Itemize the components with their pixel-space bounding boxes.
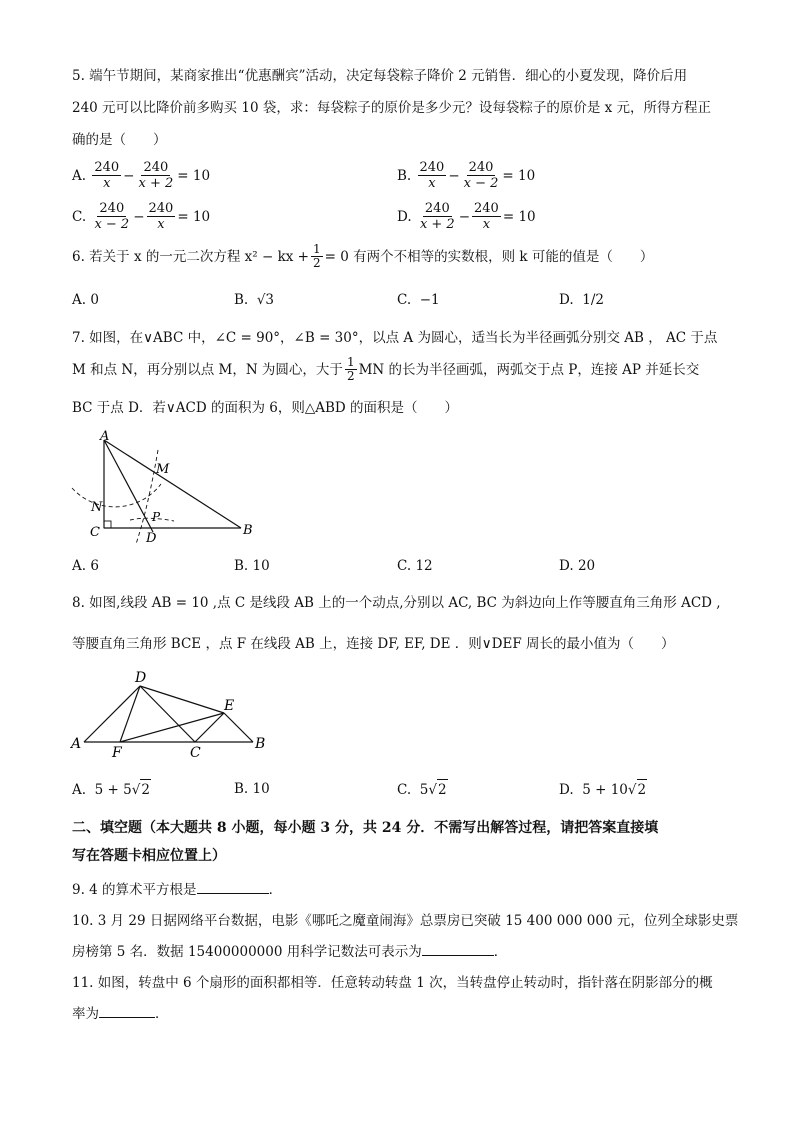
answer-blank[interactable] (197, 879, 269, 894)
right-hand-side: = 10 (177, 208, 211, 225)
q11-line-2 (72, 1003, 169, 1024)
q8-option-b[interactable] (234, 779, 270, 799)
q5-line-1: 5. 端午节期间，某商家推出“优惠酬宾”活动，决定每袋粽子降价 2 元销售．细心的小夏发现，降价后用 (72, 68, 688, 84)
option-label: D. (397, 208, 412, 225)
sqrt-symbol: √ (627, 781, 637, 798)
q7-line-3: BC 于点 D．若∨ACD 的面积为 6，则△ABD 的面积是（ ） (72, 400, 459, 416)
sqrt-symbol: √ (428, 781, 437, 798)
option-value: 20 (577, 558, 596, 574)
option-label: C. (397, 781, 412, 798)
q8-line-2: 等腰直角三角形 BCE ，点 F 在线段 AB 上，连接 DF, EF, DE ．则∨DEF 周长的最小值为（ ） (72, 636, 675, 652)
q7-option-c[interactable] (397, 556, 433, 576)
option-value: 5 + 10 (582, 781, 628, 798)
right-hand-side: = 10 (502, 167, 536, 184)
q8-option-d[interactable] (559, 779, 647, 800)
label-a: A (100, 429, 110, 444)
option-label: A. (72, 558, 87, 574)
numerator: 240 (99, 201, 125, 216)
numerator: 240 (143, 160, 169, 175)
section-2-heading-line-2: 写在答题卡相应位置上） (72, 848, 226, 864)
q5-option-b[interactable] (397, 160, 535, 191)
q6-stem-post: = 0 有两个不相等的实数根，则 k 可能的值是（ ） (324, 248, 654, 265)
radicand: 2 (637, 779, 648, 800)
answer-blank[interactable] (422, 941, 494, 956)
denominator: 2 (312, 256, 321, 270)
option-value: −1 (419, 292, 440, 308)
q11-text: 率为 (72, 1006, 99, 1022)
numerator: 240 (419, 160, 445, 175)
denominator: 2 (346, 369, 355, 383)
segment-ad (84, 686, 140, 742)
option-label: A. (72, 781, 87, 798)
denominator: x − 2 (94, 217, 130, 232)
fraction-1 (418, 201, 457, 232)
option-label: B. (234, 292, 249, 308)
fraction-2 (462, 160, 501, 191)
q7-option-d[interactable] (559, 556, 595, 576)
q11-end: ． (155, 1006, 169, 1022)
fraction-2 (136, 160, 175, 191)
option-label: D. (559, 292, 574, 308)
q7-line-2 (72, 356, 699, 383)
q7-option-b[interactable] (234, 556, 270, 576)
right-angle-mark (104, 521, 111, 528)
q10-line-2 (72, 941, 507, 962)
operator: − (133, 208, 145, 225)
label-d: D (146, 531, 157, 546)
q10-end: ． (493, 944, 508, 960)
option-value: 12 (415, 558, 433, 574)
option-label: C. (397, 292, 412, 308)
fraction-2 (472, 201, 501, 232)
q5-line-3: 确的是（ ） (72, 132, 167, 148)
q6-option-b[interactable] (234, 290, 274, 310)
right-hand-side: = 10 (177, 167, 211, 184)
option-label: A. (72, 167, 87, 184)
q5-line-2: 240 元可以比降价前多购买 10 袋，求：每袋粽子的原价是多少元？设每袋粽子的原价是 x 元，所得方程正 (72, 100, 712, 116)
q9-line (72, 879, 282, 900)
option-value: 5 + 5 (94, 781, 132, 798)
section-2-heading-line-1: 二、填空题（本大题共 8 小题，每小题 3 分，共 24 分．不需写出解答过程，请把答案直接填 (72, 820, 659, 836)
q9-end: ． (268, 882, 283, 898)
radicand: 2 (140, 779, 151, 800)
right-hand-side: = 10 (502, 208, 536, 225)
arc-from-m (136, 450, 158, 544)
option-label: B. (234, 558, 249, 574)
operator: − (448, 167, 460, 184)
numerator: 240 (468, 160, 494, 175)
numerator: 240 (148, 201, 174, 216)
option-label: D. (559, 558, 574, 574)
operator: − (458, 208, 471, 225)
q10-line-1: 10. 3 月 29 日据网络平台数据，电影《哪吒之魔童闹海》总票房已突破 15 400 000 000 元，位列全球影史票 (72, 913, 739, 929)
label-m: M (156, 462, 170, 477)
denominator: x (157, 217, 165, 232)
q6-option-a[interactable] (72, 290, 99, 310)
q7-option-a[interactable] (72, 556, 99, 576)
answer-blank[interactable] (99, 1003, 155, 1018)
fraction-2 (147, 201, 176, 232)
denominator: x (103, 176, 111, 191)
option-label: B. (234, 781, 249, 797)
option-label: B. (397, 167, 412, 184)
radicand: 2 (437, 779, 448, 800)
segment-eb (224, 713, 253, 742)
denominator: x (482, 217, 491, 232)
option-label: A. (72, 292, 87, 308)
option-label: C. (397, 558, 412, 574)
segment-df (120, 686, 140, 742)
q5-option-a[interactable] (72, 160, 210, 191)
numerator: 240 (474, 201, 499, 216)
operator: − (123, 167, 135, 184)
denominator: x − 2 (463, 176, 499, 191)
q7-line-1: 7. 如图，在∨ABC 中，∠C = 90°，∠B = 30°，以点 A 为圆心，适当长为半径画弧分别交 AB ， AC 于点 (72, 330, 718, 346)
label-a: A (71, 736, 82, 752)
q6-fraction (311, 243, 323, 270)
option-label: D. (559, 781, 574, 798)
option-label: C. (72, 208, 87, 225)
label-f: F (112, 745, 122, 761)
label-n: N (91, 500, 103, 515)
arc-from-a (72, 484, 161, 507)
q8-figure (68, 666, 273, 764)
label-d: D (135, 670, 147, 686)
q7-line-2-post: MN 的长为半径画弧，两弧交于点 P，连接 AP 并延长交 (358, 361, 700, 378)
label-e: E (224, 698, 235, 714)
q6-option-c[interactable] (397, 290, 440, 310)
numerator: 240 (424, 201, 450, 216)
q6-stem (72, 243, 653, 270)
option-value: 10 (252, 558, 270, 574)
segment-fe (120, 713, 224, 742)
q5-option-d[interactable] (397, 201, 536, 232)
option-value: 5 (419, 781, 429, 798)
q6-stem-pre: 6. 若关于 x 的一元二次方程 x² − kx + (72, 248, 309, 265)
option-value: 10 (252, 781, 270, 797)
label-b: B (243, 523, 253, 538)
q8-option-a[interactable] (72, 779, 151, 800)
sqrt-symbol: √ (131, 781, 141, 798)
option-value: 0 (90, 292, 99, 308)
numerator: 1 (346, 355, 355, 369)
q7-figure (66, 428, 266, 550)
q7-fraction (345, 356, 357, 383)
option-value: 6 (90, 558, 99, 574)
q11-line-1: 11. 如图，转盘中 6 个扇形的面积都相等．任意转动转盘 1 次，当转盘停止转动时，指针落在阴影部分的概 (72, 975, 713, 991)
denominator: x (428, 176, 436, 191)
segment-ab (104, 440, 241, 528)
fraction-1 (92, 160, 121, 191)
fraction-1 (418, 160, 447, 191)
denominator: x + 2 (138, 176, 174, 191)
option-value: 1/2 (582, 292, 604, 308)
q5-option-c[interactable] (72, 201, 210, 232)
q6-option-d[interactable] (559, 290, 604, 310)
label-p: P (152, 510, 161, 524)
fraction-1 (92, 201, 131, 232)
q10-text: 房榜第 5 名．数据 15400000000 用科学记数法可表示为 (72, 944, 422, 960)
option-value: √3 (256, 292, 275, 308)
q8-line-1: 8. 如图,线段 AB = 10 ,点 C 是线段 AB 上的一个动点,分别以 AC, BC 为斜边向上作等腰直角三角形 ACD , (72, 595, 721, 611)
numerator: 1 (312, 242, 321, 256)
q8-option-c[interactable] (397, 779, 448, 800)
denominator: x + 2 (419, 217, 455, 232)
q7-line-2-pre: M 和点 N，再分别以点 M，N 为圆心，大于 (72, 361, 343, 378)
q9-text: 9. 4 的算术平方根是 (72, 882, 197, 898)
label-b: B (255, 736, 266, 752)
numerator: 240 (94, 160, 120, 175)
label-c: C (90, 525, 100, 540)
label-c: C (190, 745, 201, 761)
